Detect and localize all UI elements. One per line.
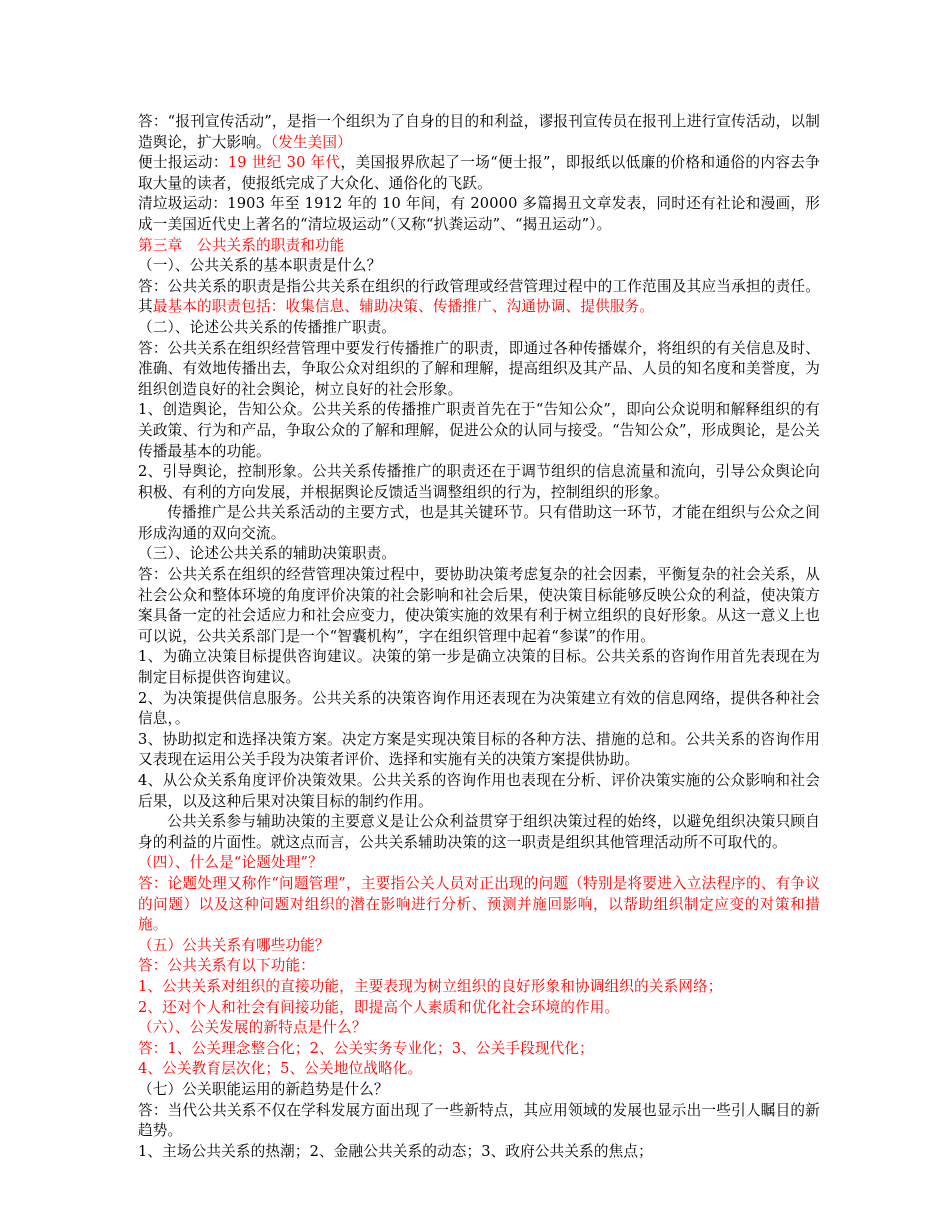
question-heading: （二）、论述公共关系的传播推广职责。 bbox=[138, 318, 397, 336]
question-heading: （五）公共关系有哪些功能？ bbox=[138, 936, 330, 954]
paragraph: 4、从公众关系角度评价决策效果。公共关系的咨询作用也表现在分析、评价决策实施的公众影响和社会后果，以及这种后果对决策目标的制约作用。 bbox=[138, 772, 820, 810]
paragraph: 公共关系参与辅助决策的主要意义是让公众利益贯穿于组织决策过程的始终，以避免组织决策只顾自身的利益的片面性。就这点而言，公共关系辅助决策的这一职责是组织其他管理活动所不可取代的。 bbox=[138, 813, 820, 851]
question-heading: （三）、论述公共关系的辅助决策职责。 bbox=[138, 545, 397, 563]
highlight-text: 最基本的职责包括：收集信息、辅助决策、传播推广、沟通协调、提供服务。 bbox=[152, 298, 655, 316]
highlight-text: （发生美国） bbox=[270, 133, 352, 151]
paragraph: 清垃圾运动：1903 年至 1912 年的 10 年间，有 20000 多篇揭丑文章发表，同时还有社论和漫画，形成一美国近代史上著名的“清垃圾运动”（又称“扒粪运动”、“揭丑运动”）。 bbox=[138, 195, 820, 233]
paragraph: 1、为确立决策目标提供咨询建议。决策的第一步是确立决策的目标。公共关系的咨询作用首先表现在为制定目标提供咨询建议。 bbox=[138, 648, 820, 687]
highlight-text: 19 世纪 30 年代 bbox=[227, 154, 341, 172]
paragraph: 答：公共关系在组织的经营管理决策过程中，要协助决策考虑复杂的社会因素，平衡复杂的社会关系，从社会公众和整体环境的角度评价决策的社会影响和社会后果，使决策目标能够反映公众的利益，使决策方案具备一定的社会适应力和社会应变力，使决策实施的效果有利于树立组织的良好形象。从这一意义上也可以说，公共关系部门是一个“智囊机构”，字在组织管理中起着“参谋”的作用。 bbox=[138, 566, 820, 645]
paragraph: 答：公共关系的职责是指公共关系在组织的行政管理或经营管理过程中的工作范围及其应当承担的责任。其最基本的职责包括：收集信息、辅助决策、传播推广、沟通协调、提供服务。 bbox=[138, 277, 820, 316]
paragraph: 2、为决策提供信息服务。公共关系的决策咨询作用还表现在为决策建立有效的信息网络，提供各种社会信息，。 bbox=[138, 689, 820, 728]
question-heading: （六）、公关发展的新特点是什么？ bbox=[138, 1019, 367, 1037]
paragraph: 传播推广是公共关系活动的主要方式，也是其关键环节。只有借助这一环节，才能在组织与公众之间形成沟通的双向交流。 bbox=[138, 504, 820, 542]
paragraph: 答：当代公共关系不仅在学科发展方面出现了一些新特点，其应用领域的发展也显示出一些引人瞩目的新趋势。 bbox=[138, 1101, 820, 1140]
list-item: 答：1、公关理念整合化；2、公关实务专业化；3、公关手段现代化； bbox=[138, 1039, 594, 1057]
paragraph: 答：“报刊宣传活动”，是指一个组织为了自身的目的和利益，谬报刊宣传员在报刊上进行宣传活动，以制造舆论，扩大影响。（发生美国） bbox=[138, 113, 820, 151]
chapter-heading: 第三章 公共关系的职责和功能 bbox=[138, 236, 345, 254]
paragraph: 2、引导舆论，控制形象。公共关系传播推广的职责还在于调节组织的信息流量和流向，引导公众舆论向积极、有利的方向发展，并根据舆论反馈适当调整组织的行为，控制组织的形象。 bbox=[138, 463, 820, 501]
question-heading: （四）、什么是“论题处理”？ bbox=[138, 854, 323, 872]
paragraph: 答：公共关系在组织经营管理中要发行传播推广的职责，即通过各种传播媒介，将组织的有关信息及时、准确、有效地传播出去，争取公众对组织的了解和理解，提高组织及其产品、人员的知名度和美誉度，为组织创造良好的社会舆论，树立良好的社会形象。 bbox=[138, 339, 820, 398]
list-item: 4、公关教育层次化；5、公关地位战略化。 bbox=[138, 1060, 423, 1078]
document-page bbox=[138, 112, 820, 1162]
list-item: 1、主场公共关系的热潮；2、金融公共关系的动态；3、政府公共关系的焦点； bbox=[138, 1142, 653, 1160]
question-heading: （一）、公共关系的基本职责是什么？ bbox=[138, 257, 382, 275]
list-item: 2、还对个人和社会有间接功能，即提高个人素质和优化社会环境的作用。 bbox=[138, 998, 620, 1016]
paragraph: 3、协助拟定和选择决策方案。决定方案是实现决策目标的各种方法、措施的总和。公共关系的咨询作用又表现在运用公关手段为决策者评价、选择和实施有关的决策方案提供协助。 bbox=[138, 730, 820, 769]
paragraph: 便士报运动：19 世纪 30 年代，美国报界欣起了一场“便士报”，即报纸以低廉的价格和通俗的内容去争取大量的读者，使报纸完成了大众化、通俗化的飞跃。 bbox=[138, 154, 821, 192]
paragraph: 答：公共关系有以下功能： bbox=[138, 957, 315, 975]
paragraph: 答：论题处理又称作“问题管理”，主要指公关人员对正出现的问题（特别是将要进入立法程序的、有争议的问题）以及这种问题对组织的潜在影响进行分析、预测并施回影响，以帮助组织制定应变的对策和措施。 bbox=[138, 874, 820, 934]
paragraph: 1、创造舆论，告知公众。公共关系的传播推广职责首先在于“告知公众”，即向公众说明和解释组织的有关政策、行为和产品，争取公众的了解和理解，促进公众的认同与接受。“告知公众”，形成舆论，是公关传播最基本的功能。 bbox=[138, 401, 820, 460]
list-item: 1、公共关系对组织的直接功能，主要表现为树立组织的良好形象和协调组织的关系网络； bbox=[138, 977, 723, 995]
question-heading: （七）公关职能运用的新趋势是什么？ bbox=[138, 1080, 389, 1098]
